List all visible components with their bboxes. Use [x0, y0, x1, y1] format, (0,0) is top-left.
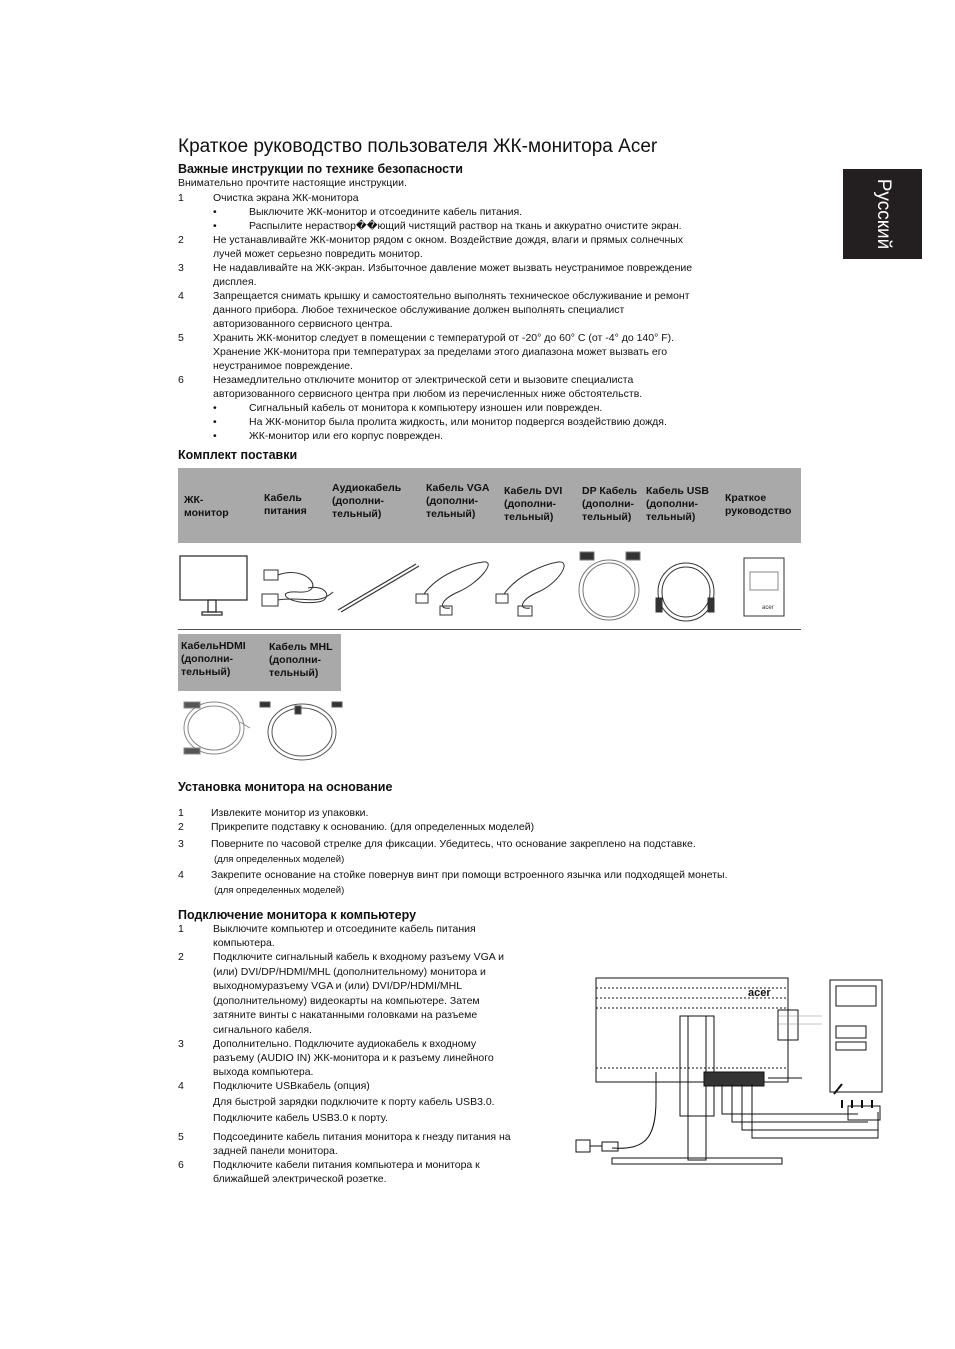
quick-guide-brand: acer: [762, 605, 774, 611]
safety-intro: Внимательно прочтите настоящие инструкции.: [178, 177, 407, 189]
connect-step-text: (дополнительному) видеокарты на компьютере. Затем: [213, 994, 480, 1007]
connection-diagram: [572, 972, 892, 1172]
usb-cable-image: [656, 563, 714, 621]
language-tab: [843, 169, 922, 259]
safety-item-number: 2: [178, 234, 184, 246]
package-label-vga-cable: Кабель VGA (дополни- тельный): [426, 482, 490, 520]
quick-guide-image: [744, 558, 784, 616]
stand-step-number: 1: [178, 807, 184, 819]
stand-step-number: 2: [178, 821, 184, 833]
safety-item-text: лучей может серьезно повредить монитор.: [213, 248, 423, 260]
connect-step-text: затяните винты с накатанными головками на разъеме: [213, 1009, 478, 1021]
connect-step-text: Подключите кабели питания компьютера и монитора к: [213, 1159, 480, 1171]
dp-cable-image: [579, 552, 640, 620]
connect-step-text: разъему (AUDIO IN) ЖК-монитора и к разъему линейного: [213, 1052, 494, 1064]
bullet-marker: •: [213, 430, 217, 442]
connect-step-text: (или) DVI/DP/HDMI/MHL (дополнительному) монитора и: [213, 965, 486, 978]
connect-step-text: Дополнительно. Подключите аудиокабель к входному: [213, 1038, 477, 1050]
safety-bullet-text: На ЖК-монитор была пролита жидкость, или монитор подвергся воздействию дождя.: [249, 416, 667, 428]
safety-item-text: данного прибора. Любое техническое обслуживание должен выполнять специалист: [213, 304, 625, 316]
hdmi-cable-image: [184, 702, 250, 754]
bullet-marker: •: [213, 206, 217, 218]
monitor-image: [180, 556, 247, 615]
safety-item-text: авторизованного сервисного центра при любом из перечисленных ниже обстоятельств.: [213, 388, 643, 400]
connect-step-text: Подсоедините кабель питания монитора к гнезду питания на: [213, 1131, 511, 1143]
bullet-marker: •: [213, 416, 217, 428]
package-label-mhl-cable: Кабель MHL (дополни- тельный): [269, 641, 333, 679]
safety-item-number: 5: [178, 332, 184, 344]
stand-step-text: Извлеките монитор из упаковки.: [211, 807, 369, 819]
safety-item-number: 3: [178, 262, 184, 274]
safety-heading: Важные инструкции по технике безопасности: [178, 162, 463, 176]
connect-step-text: Подключите USBкабель (опция): [213, 1080, 370, 1092]
safety-bullet-text: Распылите нераствор��ющий чистящий раствор на ткань и аккуратно очистите экран.: [249, 220, 682, 232]
connect-step-text: ближайшей электрической розетке.: [213, 1173, 387, 1185]
safety-item-number: 6: [178, 374, 184, 386]
connect-step-text: выходномуразъему VGA и (или) DVI/DP/HDMI/MHL: [213, 980, 463, 992]
computer-tower: [830, 980, 882, 1092]
package-images-row: [178, 544, 801, 630]
vga-cable-image: [416, 562, 488, 615]
safety-item-number: 4: [178, 290, 184, 302]
connect-step-text: Подключите кабель USB3.0 к порту.: [213, 1112, 388, 1124]
language-tab-label: Русский: [872, 178, 894, 250]
stand-step-text: (для определенных моделей): [214, 854, 345, 865]
package-images-row-2: [178, 692, 348, 764]
connect-step-number: 5: [178, 1131, 184, 1143]
safety-item-text: Незамедлительно отключите монитор от электрической сети и вызовите специалиста: [213, 374, 634, 386]
connect-step-text: Выключите компьютер и отсоедините кабель питания: [213, 923, 476, 935]
connect-step-text: компьютера.: [213, 937, 275, 949]
audio-cable-image: [338, 564, 419, 612]
stand-step-text: Прикрепите подставку к основанию. (для определенных моделей): [211, 821, 535, 833]
dvi-cable-image: [496, 562, 564, 616]
connect-step-number: 4: [178, 1080, 184, 1092]
safety-item-text: авторизованного сервисного центра.: [213, 318, 393, 330]
stand-step-text: (для определенных моделей): [214, 885, 345, 896]
connect-step-text: сигнального кабеля.: [213, 1023, 312, 1036]
safety-bullet-text: Сигнальный кабель от монитора к компьютеру изношен или поврежден.: [249, 402, 603, 414]
package-heading: Комплект поставки: [178, 448, 298, 462]
connect-step-number: 3: [178, 1038, 184, 1050]
bullet-marker: •: [213, 402, 217, 414]
safety-item-text: Не надавливайте на ЖК-экран. Избыточное давление может вызвать неустранимое повреждение: [213, 262, 693, 274]
connect-step-text: Для быстрой зарядки подключите к порту кабель USB3.0.: [213, 1096, 495, 1108]
package-label-monitor: ЖК- монитор: [184, 494, 229, 519]
safety-item-number: 1: [178, 192, 184, 204]
stand-heading: Установка монитора на основание: [178, 780, 393, 794]
stand-step-text: Закрепите основание на стойке повернув винт при помощи встроенного язычка или подходящей монеты.: [211, 869, 728, 881]
package-label-dp-cable: DP Кабель (дополни- тельный): [582, 485, 638, 523]
power-cable-image: [262, 570, 333, 606]
connect-step-text: Подключите сигнальный кабель к входному разъему VGA и: [213, 951, 504, 963]
package-label-quick-guide: Краткое руководство: [725, 492, 792, 517]
package-header-row-2: [178, 634, 341, 691]
package-label-hdmi-cable: КабельHDMI (дополни- тельный): [181, 640, 246, 678]
safety-item-text: неустранимое повреждение.: [213, 360, 353, 372]
monitor-brand: acer: [748, 987, 771, 999]
package-label-power-cable: Кабель питания: [264, 492, 307, 517]
package-label-dvi-cable: Кабель DVI (дополни- тельный): [504, 485, 563, 523]
safety-bullet-text: Выключите ЖК-монитор и отсоедините кабель питания.: [249, 206, 523, 218]
stand-step-number: 4: [178, 869, 184, 881]
safety-item-text: Очистка экрана ЖК-монитора: [213, 192, 359, 204]
package-divider: [178, 629, 801, 630]
connect-step-number: 6: [178, 1159, 184, 1171]
safety-item-text: Не устанавливайте ЖК-монитор рядом с окном. Воздействие дождя, влаги и прямых солнечных: [213, 234, 684, 246]
safety-item-text: дисплея.: [213, 276, 257, 288]
package-header-row: [178, 468, 801, 543]
connect-heading: Подключение монитора к компьютеру: [178, 908, 417, 922]
connect-step-text: выхода компьютера.: [213, 1066, 314, 1078]
safety-item-text: Хранить ЖК-монитор следует в помещении с температурой от -20° до 60° C (от -4° до 140° F).: [213, 332, 675, 344]
stand-step-text: Поверните по часовой стрелке для фиксации. Убедитесь, что основание закреплено на подставке.: [211, 838, 696, 850]
bullet-marker: •: [213, 220, 217, 232]
safety-bullet-text: ЖК-монитор или его корпус поврежден.: [249, 430, 444, 442]
safety-item-text: Запрещается снимать крышку и самостоятельно выполнять техническое обслуживание и ремонт: [213, 290, 690, 302]
package-label-usb-cable: Кабель USB (дополни- тельный): [646, 485, 709, 523]
package-label-audio-cable: Аудиокабель (дополни- тельный): [332, 482, 402, 520]
stand-step-number: 3: [178, 838, 184, 850]
connect-step-number: 2: [178, 951, 184, 963]
connect-step-number: 1: [178, 923, 184, 935]
connect-step-text: задней панели монитора.: [213, 1145, 338, 1157]
mhl-cable-image: [260, 702, 342, 760]
page-title: Краткое руководство пользователя ЖК-монитора Acer: [178, 136, 658, 157]
safety-item-text: Хранение ЖК-монитора при температурах за пределами этого диапазона может вызвать его: [213, 346, 668, 358]
